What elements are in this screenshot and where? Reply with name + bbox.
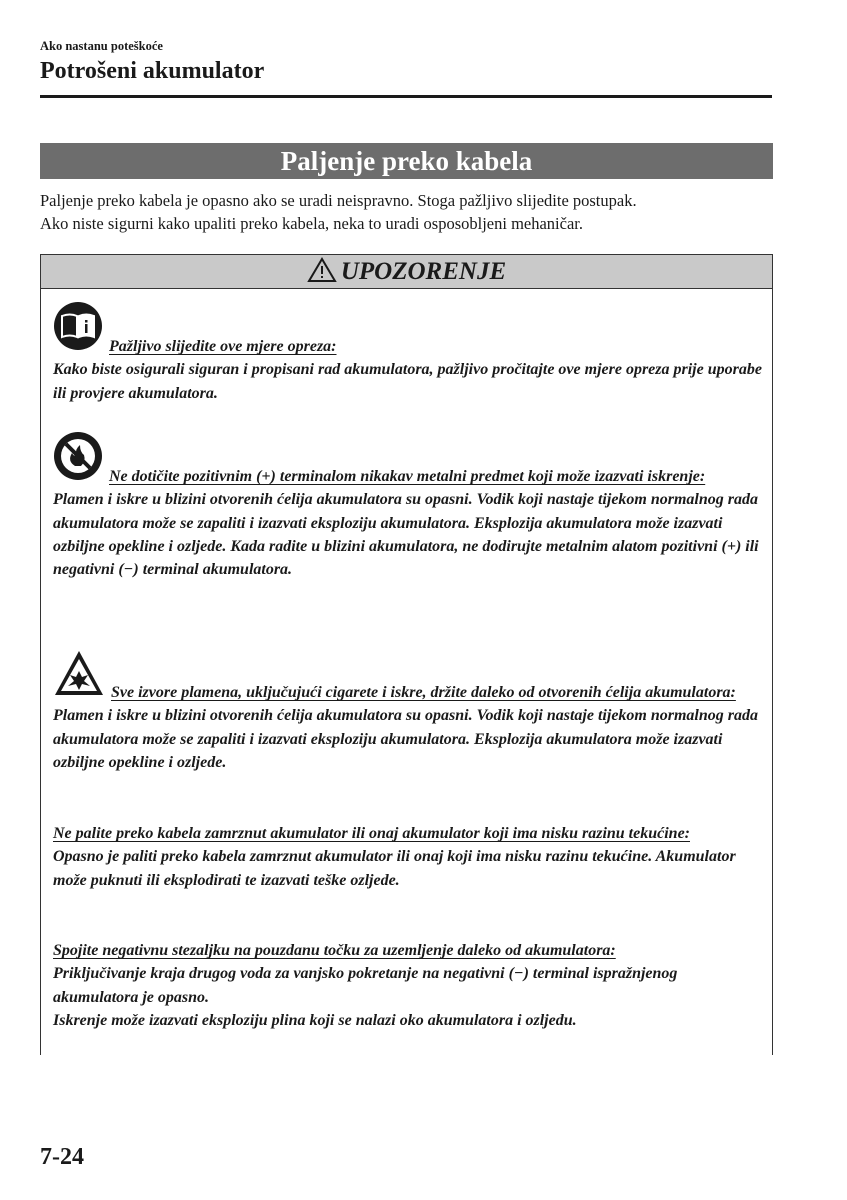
manual-book-icon xyxy=(53,301,103,358)
warning-item-heading: Ne dotičite pozitivnim (+) terminalom nikakav metalni predmet koji može izazvati iskrenje: xyxy=(109,468,706,485)
warning-triangle-icon xyxy=(307,257,337,283)
warning-item xyxy=(53,431,765,581)
section-title: Paljenje preko kabela xyxy=(40,143,773,179)
page-title: Potrošeni akumulator xyxy=(40,58,265,84)
warning-item-body: Priključivanje kraja drugog voda za vanjsko pokretanje na negativni (−) terminal ispražnjenog akumulatora je opasno. xyxy=(53,965,678,1006)
warning-item-body: Iskrenje može izazvati eksploziju plina koji se nalazi oko akumulatora i ozljedu. xyxy=(53,1011,577,1029)
explosion-warning-icon xyxy=(53,649,105,704)
warning-item-heading: Ne palite preko kabela zamrznut akumulator ili onaj akumulator koji ima nisku razinu tekućine: xyxy=(53,825,690,842)
warning-item-body: Kako biste osigurali siguran i propisani rad akumulatora, pažljivo pročitajte ove mjere opreza prije uporabe ili provjere akumulatora. xyxy=(53,361,762,402)
breadcrumb: Ako nastanu poteškoće xyxy=(40,39,163,53)
no-fire-icon xyxy=(53,431,103,488)
warning-item-heading: Sve izvore plamena, uključujući cigarete i iskre, držite daleko od otvorenih ćelija akumulatora: xyxy=(111,684,736,701)
warning-box xyxy=(40,254,773,1055)
warning-header xyxy=(41,255,772,289)
warning-item-body: Plamen i iskre u blizini otvorenih ćelija akumulatora su opasni. Vodik koji nastaje tijekom normalnog rada akumulatora može se zapaliti i izazvati eksploziju akumulatora. Eksplozija akumulatora može izazvati ozbiljne opekline i ozljede. Kada radite u blizini akumulatora, ne dodirujte metalnim alatom pozitivni (+) ili negativni (−) terminal akumulatora. xyxy=(53,491,759,579)
warning-item-body: Opasno je paliti preko kabela zamrznut akumulator ili onaj koji ima nisku razinu tekućine. Akumulator može puknuti ili eksplodirati te izazvati teške ozljede. xyxy=(53,848,736,889)
warning-item-body: Plamen i iskre u blizini otvorenih ćelija akumulatora su opasni. Vodik koji nastaje tijekom normalnog rada akumulatora može se zapaliti i izazvati eksploziju akumulatora. Eksplozija akumulatora može izazvati ozbiljne opekline i ozljede. xyxy=(53,707,758,771)
warning-title: UPOZORENJE xyxy=(340,258,507,285)
warning-item-heading: Spojite negativnu stezaljku na pouzdanu točku za uzemljenje daleko od akumulatora: xyxy=(53,942,616,959)
warning-item-heading: Pažljivo slijedite ove mjere opreza: xyxy=(109,338,337,355)
page-number: 7-24 xyxy=(40,1144,84,1170)
warning-item xyxy=(53,649,765,774)
warning-item xyxy=(53,301,765,405)
title-divider xyxy=(40,95,772,98)
intro-line: Paljenje preko kabela je opasno ako se uradi neispravno. Stoga pažljivo slijedite postupak. xyxy=(40,191,637,210)
intro-line: Ako niste sigurni kako upaliti preko kabela, neka to uradi osposobljeni mehaničar. xyxy=(40,214,583,233)
intro-text xyxy=(40,189,780,235)
warning-item xyxy=(53,939,765,1032)
warning-item xyxy=(53,822,765,892)
